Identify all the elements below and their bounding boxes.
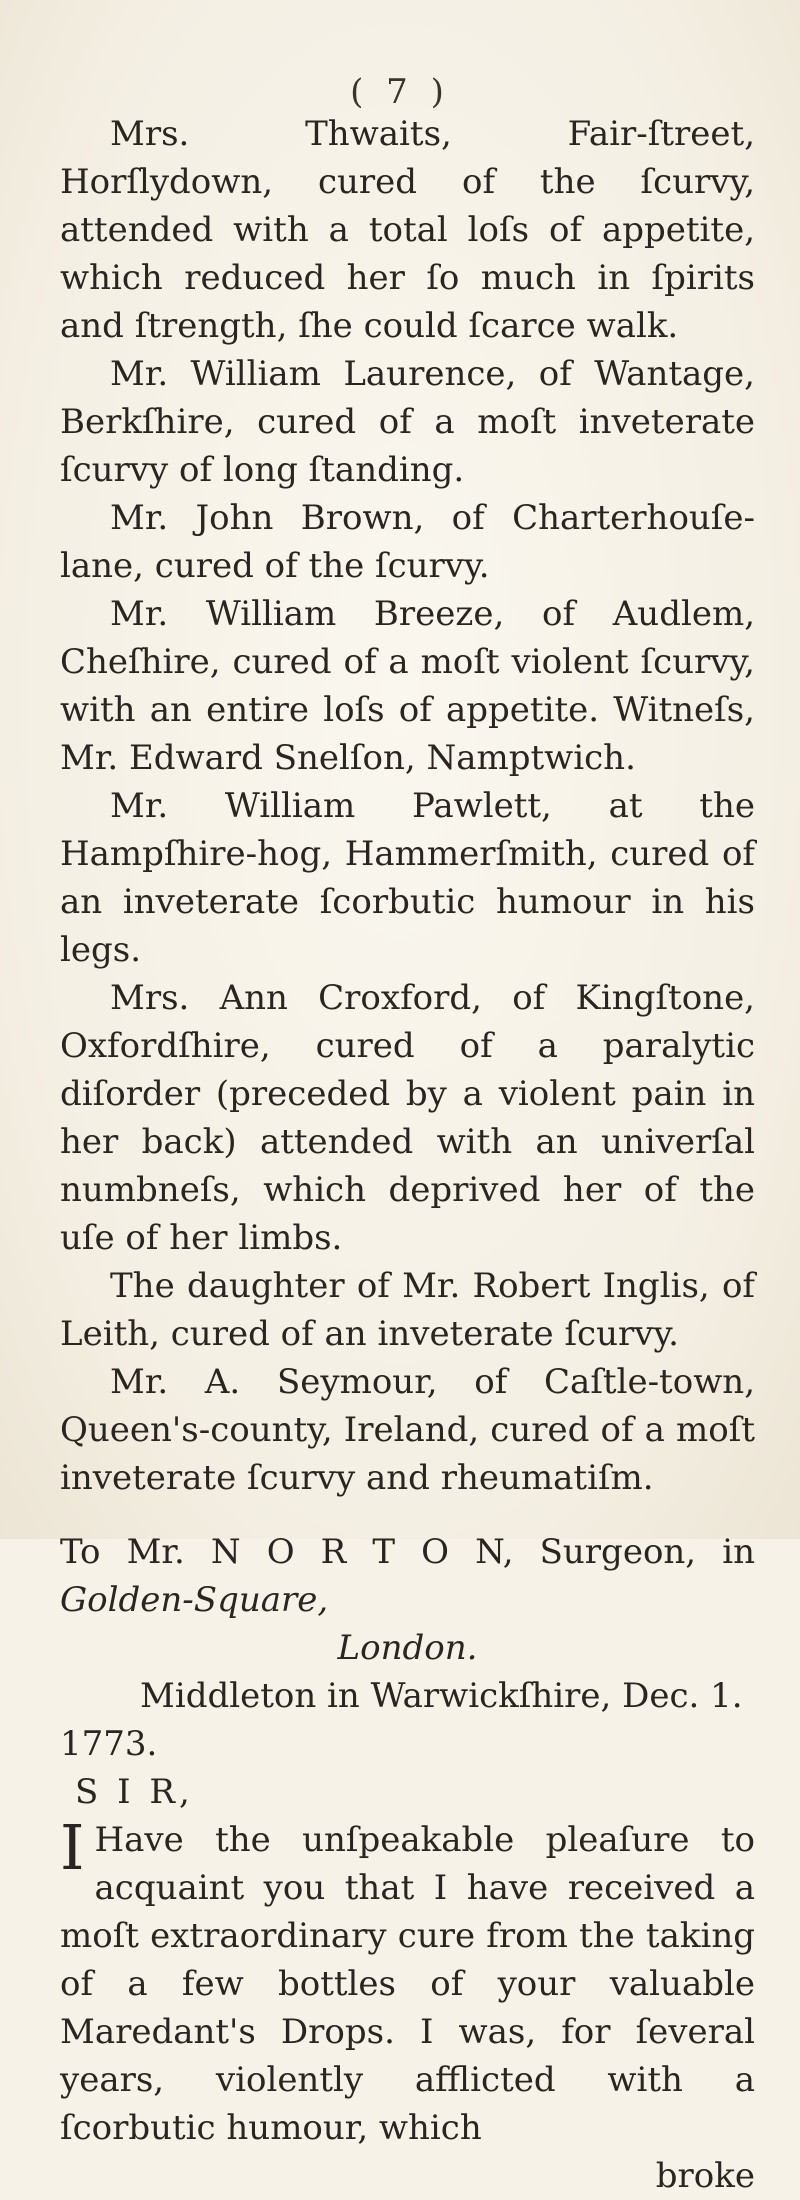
letter-body-text: Have the unſpeakable pleaſure to acquaint you that I have received a moſt extraordinary cure from the taking of a few bottles of your valuable Maredant's Drops. I was, for ſeveral years, violently afflicted with a ſcorbutic humour, which <box>60 1820 755 2148</box>
letter-city: London. <box>337 1628 478 1668</box>
letter-dateline: Middleton in Warwickſhire, Dec. 1. 1773. <box>60 1676 743 1764</box>
letter-salutation: S I R, <box>75 1772 194 1812</box>
page-number: ( 7 ) <box>350 72 450 112</box>
drop-cap: I <box>60 1811 85 1884</box>
section-gap <box>60 1502 755 1528</box>
address-text: To Mr. N O R T O N, Surgeon, in <box>60 1532 755 1572</box>
page-text <box>60 110 755 2200</box>
testimonial-paragraph: The daughter of Mr. Robert Inglis, of Leith, cured of an inveterate ſcurvy. <box>60 1266 755 1354</box>
testimonial-paragraph: Mr. William Pawlett, at the Hampſhire-hog, Hammerſmith, cured of an inveterate ſcorbutic humour in his legs. <box>60 786 755 970</box>
address-square: Golden-Square, <box>60 1580 329 1620</box>
letter-address <box>60 1528 755 1624</box>
testimonial-paragraph: Mr. William Breeze, of Audlem, Cheſhire, cured of a moſt violent ſcurvy, with an entire loſs of appetite. Witneſs, Mr. Edward Snelſon, Namptwich. <box>60 594 755 778</box>
testimonial-paragraph: Mr. William Laurence, of Wantage, Berkſhire, cured of a moſt inveterate ſcurvy of long ſtanding. <box>60 354 755 490</box>
catchword: broke <box>655 2156 755 2196</box>
testimonial-paragraph: Mr. A. Seymour, of Caſtle-town, Queen's-county, Ireland, cured of a moſt inveterate ſcurvy and rheumatiſm. <box>60 1362 755 1498</box>
testimonial-paragraph: Mrs. Thwaits, Fair-ſtreet, Horſlydown, cured of the ſcurvy, attended with a total loſs of appetite, which reduced her ſo much in ſpirits and ſtrength, ſhe could ſcarce walk. <box>60 114 755 346</box>
testimonial-paragraph: Mr. John Brown, of Charterhouſe-lane, cured of the ſcurvy. <box>60 498 755 586</box>
letter-body <box>60 1811 755 2200</box>
testimonial-paragraph: Mrs. Ann Croxford, of Kingſtone, Oxfordſhire, cured of a paralytic diſorder (preceded by a violent pain in her back) attended with an univerſal numbneſs, which deprived her of the uſe of her limbs. <box>60 978 755 1258</box>
